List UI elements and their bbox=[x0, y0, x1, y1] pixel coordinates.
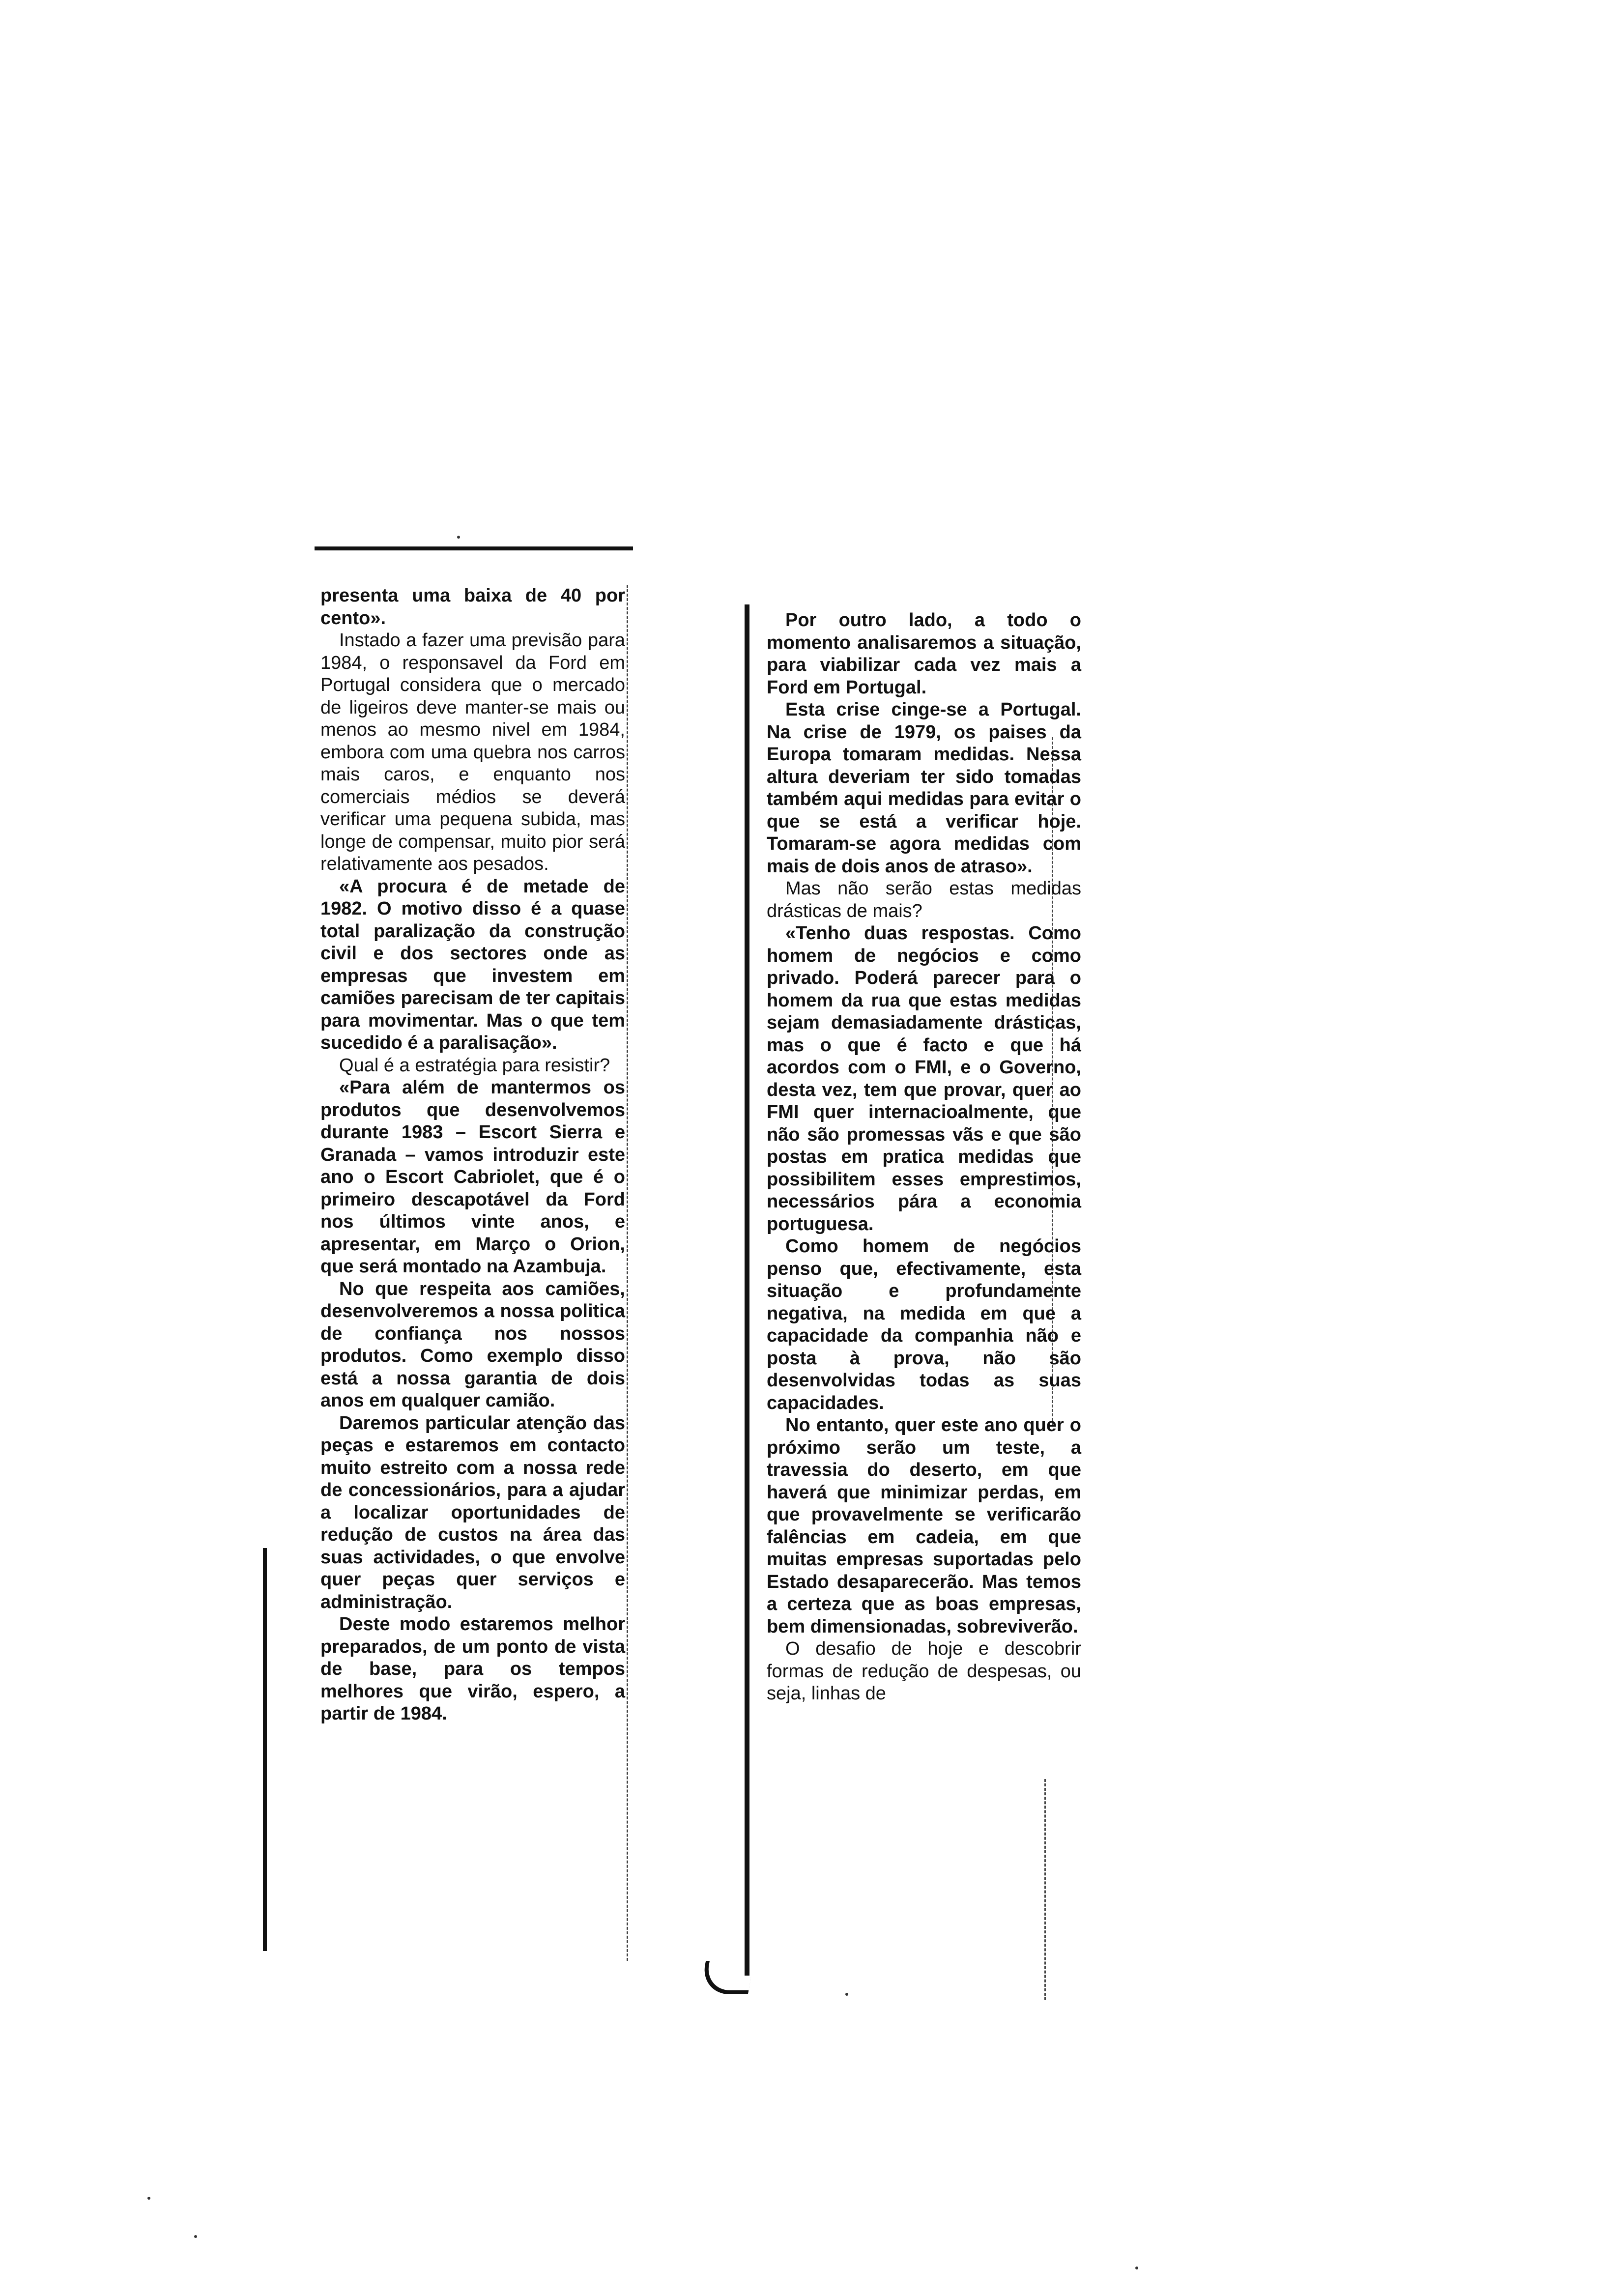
paragraph: «Para além de mantermos os produtos que desenvolvemos durante 1983 – Escort Sierra e Granada – vamos introduzir este ano o Escort Cabriolet, que é o primeiro descapotável da Ford nos últimos vinte anos, e apresentar, em Março o Orion, que será montado na Azambuja. bbox=[320, 1077, 625, 1277]
scan-speck bbox=[147, 2197, 150, 2200]
paragraph: Mas não serão estas medidas drásticas de mais? bbox=[767, 878, 1081, 921]
scan-speck bbox=[845, 1993, 848, 1996]
margin-hook bbox=[700, 1961, 754, 1994]
margin-line-right bbox=[745, 604, 749, 1976]
paragraph: «Tenho duas respostas. Como homem de negócios e como privado. Poderá parecer para o homem da rua que estas medidas sejam demasiadamente drásticas, mas o que é facto e que há acordos com o FMI, e o Governo, desta vez, tem que provar, quer ao FMI quer internacioalmente, que não são promessas vãs e que são postas em pratica medidas que possibilitem esses emprestimos, necessários pára a economia portuguesa. bbox=[767, 923, 1081, 1234]
scan-speck bbox=[1135, 2267, 1138, 2269]
paragraph: No que respeita aos camiões, desenvolveremos a nossa politica de confiança nos nossos produtos. Como exemplo disso está a nossa garantia de dois anos em qualquer camião. bbox=[320, 1278, 625, 1411]
paragraph: Esta crise cinge-se a Portugal. Na crise de 1979, os paises da Europa tomaram medidas. Nessa altura deveriam ter sido tomadas também aqui medidas para evitar o que se está a verificar hoje. Tomaram-se agora medidas com mais de dois anos de atraso». bbox=[767, 699, 1081, 877]
cut-edge-left bbox=[627, 585, 628, 1961]
paragraph: Deste modo estaremos melhor preparados, de um ponto de vista de base, para os tempos melhores que virão, espero, a partir de 1984. bbox=[320, 1614, 625, 1724]
cut-edge-right-lower bbox=[1044, 1779, 1046, 2000]
paragraph: Instado a fazer uma previsão para 1984, o responsavel da Ford em Portugal considera que o mercado de ligeiros deve manter-se mais ou menos ao mesmo nivel em 1984, embora com uma quebra nos carros mais caros, e enquanto nos comerciais médios se deverá verificar uma pequena subida, mas longe de compensar, muito pior será relativamente aos pesados. bbox=[320, 630, 625, 874]
paragraph: presenta uma baixa de 40 por cento». bbox=[320, 585, 625, 629]
paragraph: No entanto, quer este ano quer o próximo serão um teste, a travessia do deserto, em que haverá que minimizar perdas, em que provavelmente se verificarão falências em cadeia, em que muitas empresas suportadas pelo Estado desaparecerão. Mas temos a certeza que as boas empresas, bem dimensionadas, sobreviverão. bbox=[767, 1415, 1081, 1637]
paragraph: «A procura é de metade de 1982. O motivo disso é a quase total paralização da construção civil e dos sectores onde as empresas que investem em camiões parecisam de ter capitais para movimentar. Mas o que tem sucedido é a paralisação». bbox=[320, 876, 625, 1053]
paragraph: Como homem de negócios penso que, efectivamente, esta situação e profundamente negativa, na medida em que a capacidade da companhia não e posta à prova, não são desenvolvidas todas as suas capacidades. bbox=[767, 1236, 1081, 1413]
paragraph: Daremos particular atenção das peças e estaremos em contacto muito estreito com a nossa rede de concessionários, para a ajudar a localizar oportunidades de redução de custos na área das suas actividades, o que envolve quer peças quer serviços e administração. bbox=[320, 1412, 625, 1612]
top-rule bbox=[315, 546, 633, 550]
article-column-left bbox=[320, 585, 625, 1725]
margin-line-left bbox=[263, 1548, 267, 1951]
scan-speck bbox=[457, 536, 460, 539]
scan-speck bbox=[194, 2235, 197, 2238]
paragraph: O desafio de hoje e descobrir formas de redução de despesas, ou seja, linhas de bbox=[767, 1638, 1081, 1704]
paragraph: Por outro lado, a todo o momento analisaremos a situação, para viabilizar cada vez mais a Ford em Portugal. bbox=[767, 610, 1081, 698]
paragraph: Qual é a estratégia para resistir? bbox=[339, 1055, 610, 1076]
article-column-right bbox=[767, 609, 1081, 1705]
